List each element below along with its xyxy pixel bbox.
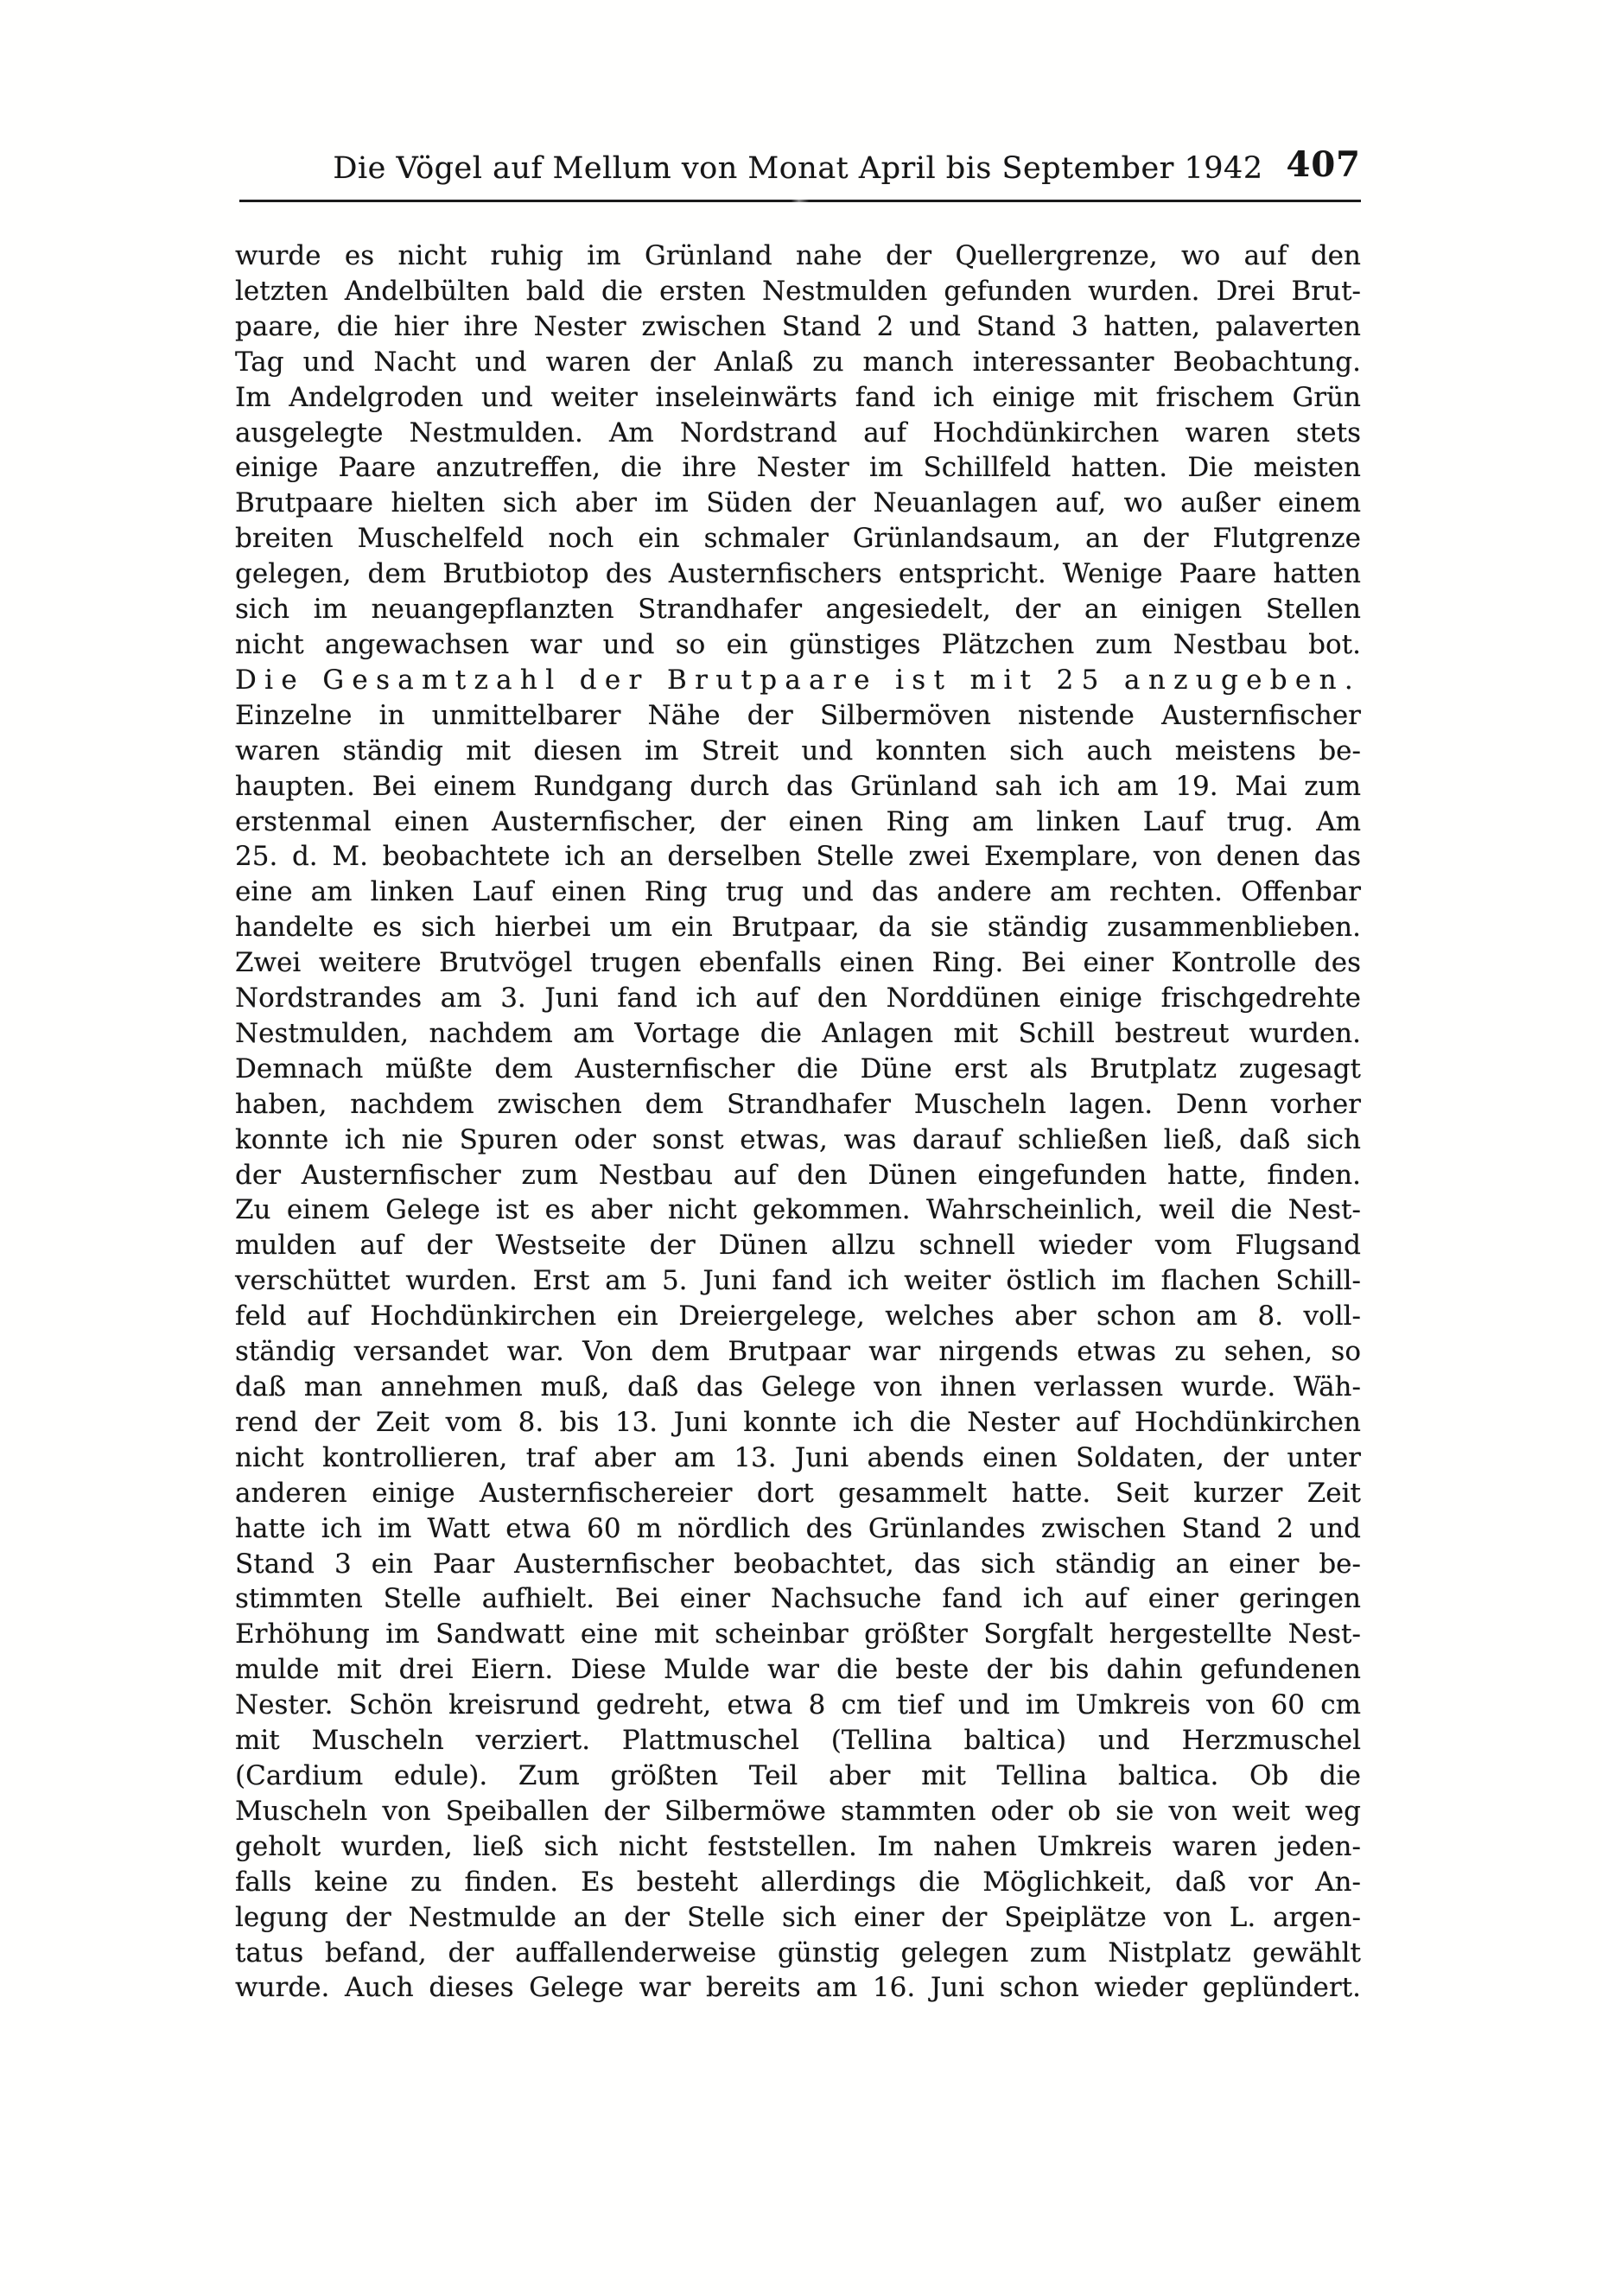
text-line: 25. d. M. beobachtete ich an derselben Stelle zwei Exemplare, von denen das: [235, 841, 1361, 873]
text-line: verschüttet wurden. Erst am 5. Juni fand ich weiter östlich im flachen Schill-: [235, 1265, 1361, 1297]
text-line: einige Paare anzutreffen, die ihre Nester im Schillfeld hatten. Die meisten: [235, 452, 1361, 484]
running-title: Die Vögel auf Mellum von Monat April bis September 1942: [333, 151, 1263, 186]
text-line: Muscheln von Speiballen der Silbermöwe stammten oder ob sie von weit weg: [235, 1795, 1361, 1827]
text-line: wurde es nicht ruhig im Grünland nahe der Quellergrenze, wo auf den: [235, 240, 1361, 271]
text-line: paare, die hier ihre Nester zwischen Stand 2 und Stand 3 hatten, palaverten: [235, 310, 1361, 342]
text-line: Die Gesamtzahl der Brutpaare ist mit 25 anzugeben.: [235, 664, 1361, 696]
page-number: 407: [1286, 144, 1361, 185]
text-line: letzten Andelbülten bald die ersten Nestmulden gefunden wurden. Drei Brut-: [235, 275, 1361, 307]
text-line: rend der Zeit vom 8. bis 13. Juni konnte ich die Nester auf Hochdünkirchen: [235, 1406, 1361, 1438]
text-line: Nordstrandes am 3. Juni fand ich auf den Norddünen einige frischgedrehte: [235, 983, 1361, 1014]
text-line: feld auf Hochdünkirchen ein Dreiergelege, welches aber schon am 8. voll-: [235, 1301, 1361, 1332]
text-line: Zu einem Gelege ist es aber nicht gekommen. Wahrscheinlich, weil die Nest-: [235, 1194, 1361, 1226]
text-line: Im Andelgroden und weiter inseleinwärts fand ich einige mit frischem Grün: [235, 381, 1361, 413]
text-line: Brutpaare hielten sich aber im Süden der Neuanlagen auf, wo außer einem: [235, 487, 1361, 519]
text-line: sich im neuangepflanzten Strandhafer angesiedelt, der an einigen Stellen: [235, 594, 1361, 626]
text-line: nicht angewachsen war und so ein günstiges Plätzchen zum Nestbau bot.: [235, 628, 1361, 660]
text-line: eine am linken Lauf einen Ring trug und das andere am rechten. Offenbar: [235, 876, 1361, 908]
header-rule: [239, 200, 1361, 202]
text-line: tatus befand, der auffallenderweise günstig gelegen zum Nistplatz gewählt: [235, 1937, 1361, 1968]
page-header: [235, 144, 1361, 190]
text-line: wurde. Auch dieses Gelege war bereits am 16. Juni schon wieder geplündert.: [235, 1972, 1361, 2004]
text-line: nicht kontrollieren, traf aber am 13. Juni abends einen Soldaten, der unter: [235, 1441, 1361, 1473]
text-line: hatte ich im Watt etwa 60 m nördlich des Grünlandes zwischen Stand 2 und: [235, 1512, 1361, 1544]
text-line: haupten. Bei einem Rundgang durch das Grünland sah ich am 19. Mai zum: [235, 770, 1361, 802]
text-line: Demnach müßte dem Austernfischer die Düne erst als Brutplatz zugesagt: [235, 1053, 1361, 1084]
text-line: (Cardium edule). Zum größten Teil aber mit Tellina baltica. Ob die: [235, 1759, 1361, 1791]
text-line: geholt wurden, ließ sich nicht feststellen. Im nahen Umkreis waren jeden-: [235, 1830, 1361, 1862]
text-line: Stand 3 ein Paar Austernfischer beobachtet, das sich ständig an einer be-: [235, 1548, 1361, 1580]
text-line: haben, nachdem zwischen dem Strandhafer Muscheln lagen. Denn vorher: [235, 1088, 1361, 1120]
text-line: gelegen, dem Brutbiotop des Austernfischers entspricht. Wenige Paare hatten: [235, 558, 1361, 590]
text-line: anderen einige Austernfischereier dort gesammelt hatte. Seit kurzer Zeit: [235, 1477, 1361, 1509]
text-line: der Austernfischer zum Nestbau auf den Dünen eingefunden hatte, finden.: [235, 1159, 1361, 1191]
text-line: Tag und Nacht und waren der Anlaß zu manch interessanter Beobachtung.: [235, 346, 1361, 378]
text-line: erstenmal einen Austernfischer, der einen Ring am linken Lauf trug. Am: [235, 805, 1361, 837]
text-line: konnte ich nie Spuren oder sonst etwas, was darauf schließen ließ, daß sich: [235, 1123, 1361, 1155]
text-line: legung der Nestmulde an der Stelle sich einer der Speiplätze von L. argen-: [235, 1901, 1361, 1933]
text-line: Zwei weitere Brutvögel trugen ebenfalls einen Ring. Bei einer Kontrolle des: [235, 947, 1361, 979]
text-line: mulde mit drei Eiern. Diese Mulde war die beste der bis dahin gefundenen: [235, 1654, 1361, 1686]
text-line: breiten Muschelfeld noch ein schmaler Grünlandsaum, an der Flutgrenze: [235, 523, 1361, 555]
text-line: waren ständig mit diesen im Streit und konnten sich auch meistens be-: [235, 735, 1361, 766]
text-line: ständig versandet war. Von dem Brutpaar war nirgends etwas zu sehen, so: [235, 1336, 1361, 1368]
text-line: Nestmulden, nachdem am Vortage die Anlagen mit Schill bestreut wurden.: [235, 1017, 1361, 1049]
text-line: ausgelegte Nestmulden. Am Nordstrand auf Hochdünkirchen waren stets: [235, 417, 1361, 448]
text-column: [235, 239, 1361, 2006]
text-line: falls keine zu finden. Es besteht allerdings die Möglichkeit, daß vor An-: [235, 1866, 1361, 1898]
text-line: handelte es sich hierbei um ein Brutpaar, da sie ständig zusammenblieben.: [235, 912, 1361, 944]
text-line: daß man annehmen muß, daß das Gelege von ihnen verlassen wurde. Wäh-: [235, 1371, 1361, 1402]
text-line: Einzelne in unmittelbarer Nähe der Silbermöven nistende Austernfischer: [235, 699, 1361, 731]
text-line: mit Muscheln verziert. Plattmuschel (Tellina baltica) und Herzmuschel: [235, 1725, 1361, 1757]
text-line: stimmten Stelle aufhielt. Bei einer Nachsuche fand ich auf einer geringen: [235, 1583, 1361, 1615]
text-line: Erhöhung im Sandwatt eine mit scheinbar größter Sorgfalt hergestellte Nest-: [235, 1619, 1361, 1650]
text-line: mulden auf der Westseite der Dünen allzu schnell wieder vom Flugsand: [235, 1230, 1361, 1262]
text-line: Nester. Schön kreisrund gedreht, etwa 8 cm tief und im Umkreis von 60 cm: [235, 1689, 1361, 1721]
